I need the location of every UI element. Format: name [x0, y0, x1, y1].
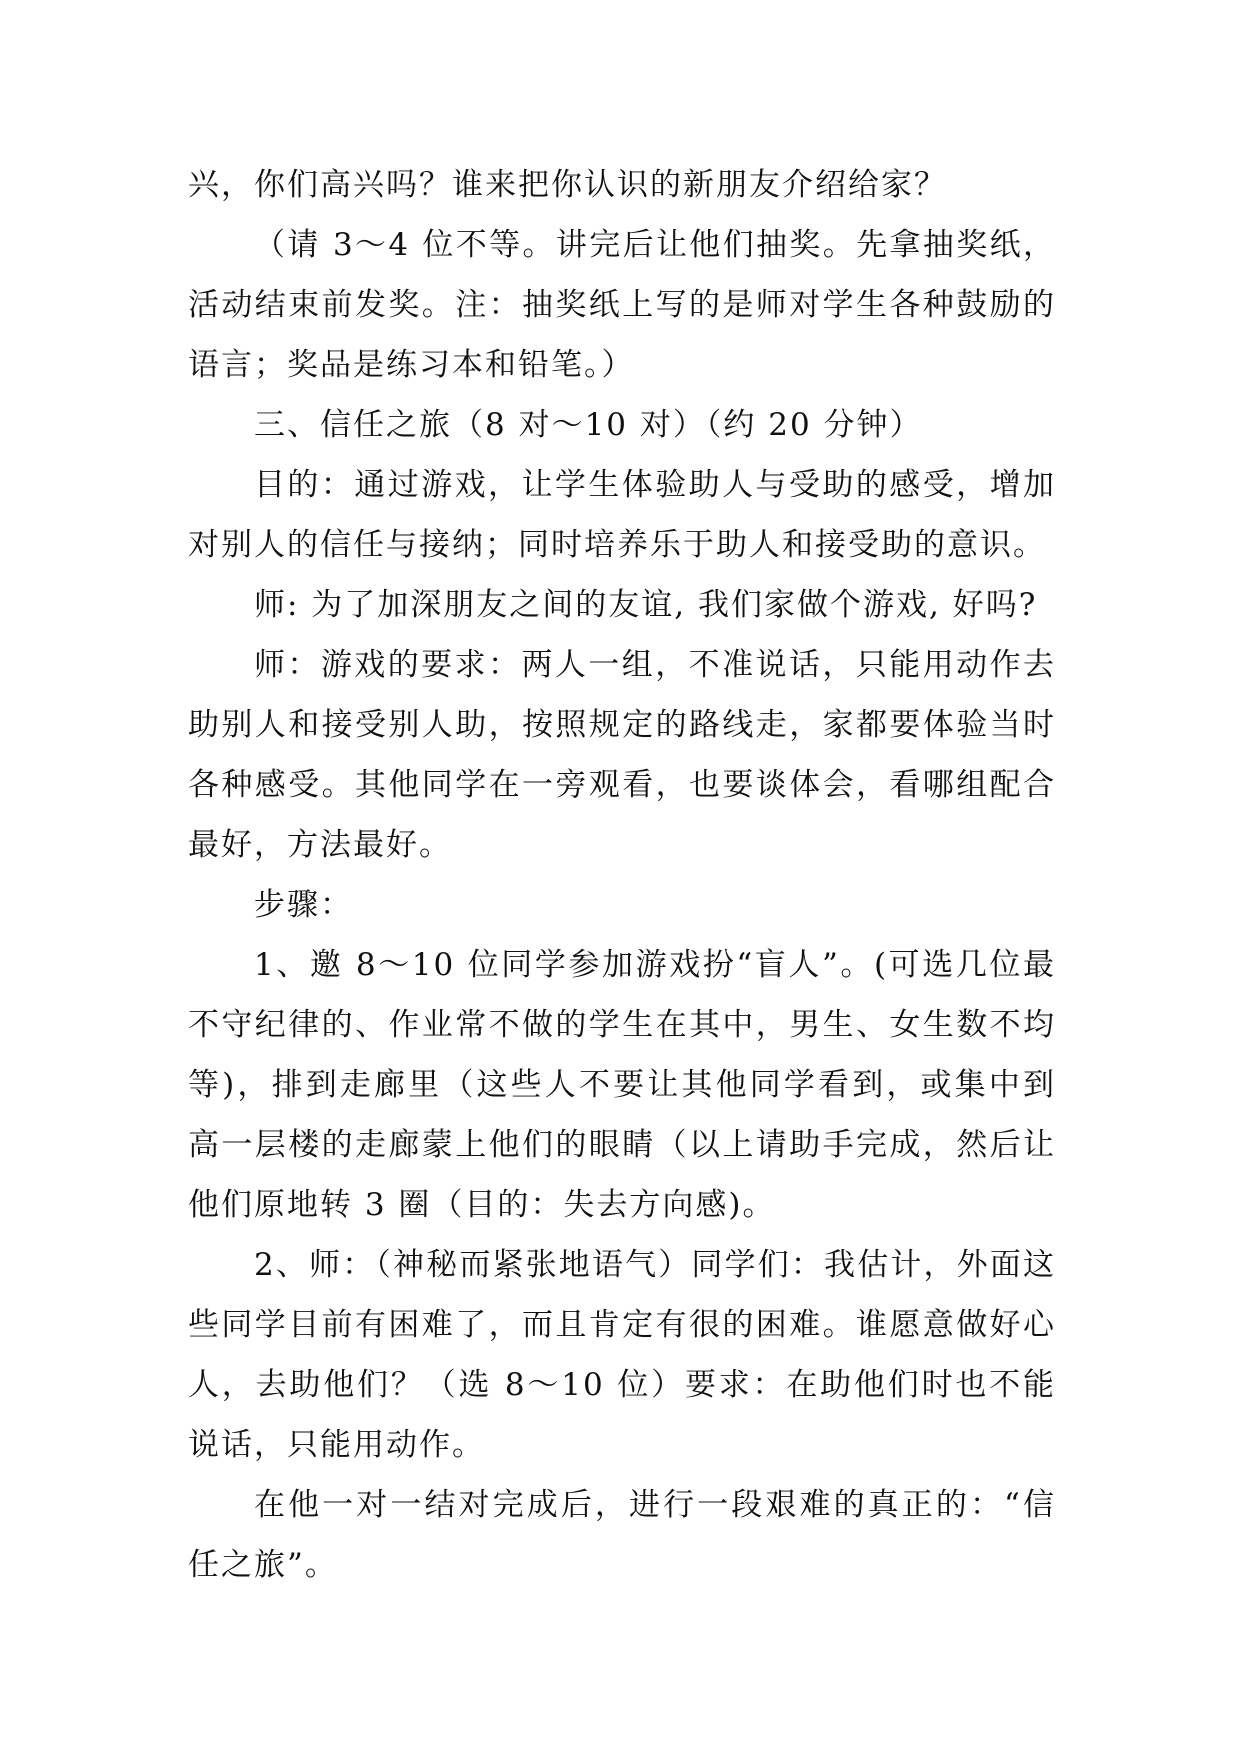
paragraph-step-1: 1、邀 8～10 位同学参加游戏扮“盲人”。(可选几位最不守纪律的、作业常不做的学生在其中，男生、女生数不均等)，排到走廊里（这些人不要让其他同学看到，或集中到高一层楼的走廊蒙上他们的眼睛（以上请助手完成，然后让他们原地转 3 圈（目的：失去方向感)。 — [188, 947, 1056, 1223]
paragraph-game-rules: 师：游戏的要求：两人一组，不准说话，只能用动作去助别人和接受别人助，按照规定的路线走，家都要体验当时各种感受。其他同学在一旁观看，也要谈体会，看哪组配合最好，方法最好。 — [188, 647, 1056, 863]
paragraph-step-2: 2、师：（神秘而紧张地语气）同学们：我估计，外面这些同学目前有困难了，而且肯定有很的困难。谁愿意做好心人，去助他们？（选 8～10 位）要求：在助他们时也不能说话，只能用动作。 — [188, 1247, 1056, 1463]
paragraph-steps-heading: 步骤： — [254, 887, 353, 923]
paragraph-teacher-intro: 师: 为了加深朋友之间的友谊, 我们家做个游戏, 好吗? — [254, 587, 1038, 623]
paragraph-closing: 在他一对一结对完成后，进行一段艰难的真正的：“信任之旅”。 — [188, 1487, 1056, 1583]
paragraph-2: （请 3～4 位不等。讲完后让他们抽奖。先拿抽奖纸，活动结束前发奖。注：抽奖纸上写的是师对学生各种鼓励的语言；奖品是练习本和铅笔。） — [188, 227, 1056, 383]
paragraph-1: 兴，你们高兴吗？谁来把你认识的新朋友介绍给家？ — [188, 167, 947, 203]
paragraph-purpose: 目的：通过游戏，让学生体验助人与受助的感受，增加对别人的信任与接纳；同时培养乐于助人和接受助的意识。 — [188, 467, 1056, 563]
section-heading-trust-journey: 三、信任之旅（8 对～10 对）（约 20 分钟） — [254, 407, 923, 443]
document-body — [188, 155, 1056, 1595]
